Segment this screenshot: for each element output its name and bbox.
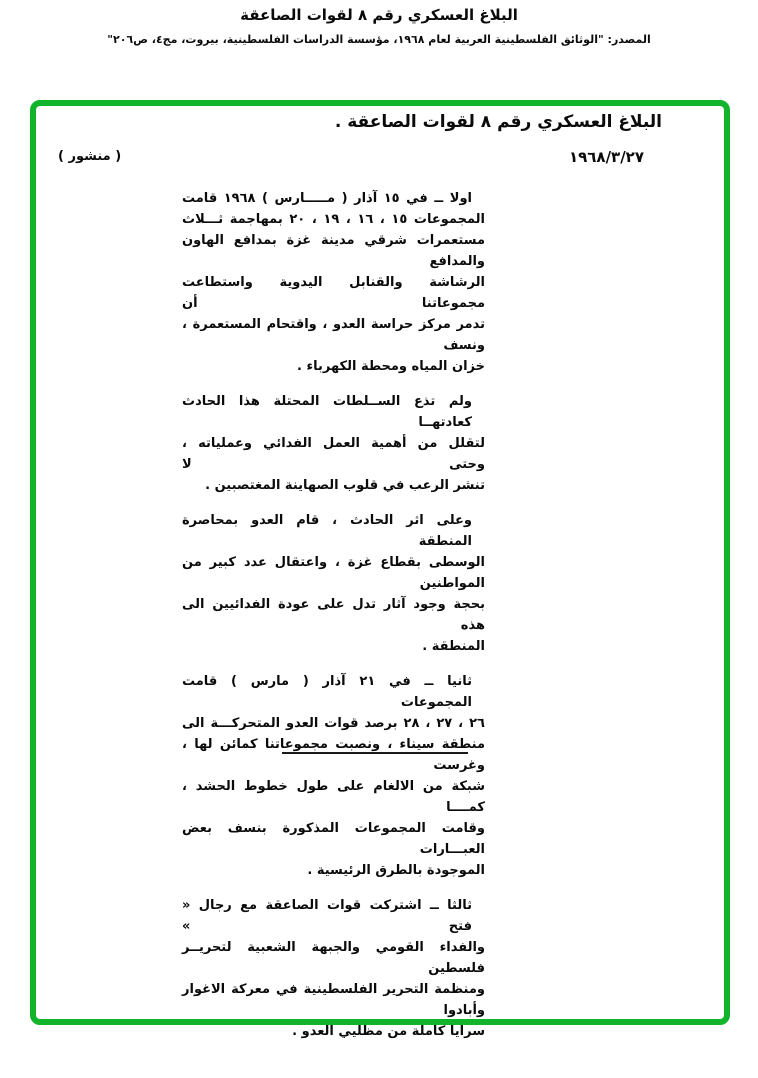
paragraph [182,391,485,496]
text-line: منطقة سيناء ، ونصبت مجموعاتنا كمائن لها ، وغرست [182,737,485,773]
text-line: وعلى اثر الحادث ، قام العدو بمحاصرة المنطقة [182,513,472,549]
text-line: تنشر الرعب في قلوب الصهاينة المغتصبين . [205,478,485,493]
text-line: اولا ــ في ١٥ آذار ( مـــــارس ) ١٩٦٨ قامت [182,191,472,206]
text-line: الوسطى بقطاع غزة ، واعتقال عدد كبير من المواطنين [182,555,485,591]
text-line: والفداء القومي والجبهة الشعبية لتحريــر فلسطين [182,940,485,976]
paragraph-first [182,188,485,377]
page-header [0,0,758,46]
text-line: تدمر مركز حراسة العدو ، واقتحام المستعمرة ، ونسف [182,317,485,353]
end-divider-rule [282,752,468,754]
document-title: البلاغ العسكري رقم ٨ لقوات الصاعقة . [334,112,662,132]
text-line: خزان المياه ومحطة الكهرباء . [297,359,485,374]
text-line: مستعمرات شرقي مدينة غزة بمدافع الهاون والمدافع [182,233,485,269]
text-line: الرشاشة والقنابل اليدوية واستطاعت مجموعاتنا أن [182,275,485,311]
text-line: لتقلل من أهمية العمل الفدائي وعملياته ، وحتى لا [182,436,485,472]
document-date: ١٩٦٨/٣/٢٧ [568,148,644,166]
text-line: وقامت المجموعات المذكورة بنسف بعض العبـــارات [182,821,485,857]
page-title: البلاغ العسكري رقم ٨ لقوات الصاعقة [240,6,518,24]
text-line: ومنظمة التحرير الفلسطينية في معركة الاغوار وأبادوا [182,982,485,1018]
text-line: ٢٦ ، ٢٧ ، ٢٨ برصد قوات العدو المتحركـــة الى [182,716,485,731]
paragraph-second [182,671,485,881]
paragraph-third [182,895,485,1042]
published-note: ( منشور ) [58,149,122,164]
text-line: بحجة وجود آثار تدل على عودة الفدائيين الى هذه [182,597,485,633]
text-line: ولم تذع الســلطات المحتلة هذا الحادث كعادتهــا [182,394,472,430]
text-line: ثانيا ــ في ٢١ آذار ( مارس ) قامت المجموعات [182,674,472,710]
text-line: ثالثا ــ اشتركت قوات الصاعقة مع رجال « فتح » [182,898,472,934]
document-body [182,188,485,1056]
text-line: المنطقة . [422,639,485,654]
text-line: سرايا كاملة من مظليي العدو . [292,1024,485,1039]
text-line: المجموعات ١٥ ، ١٦ ، ١٩ ، ٢٠ بمهاجمة ثـــلاث [182,212,486,227]
paragraph [182,510,485,657]
text-line: الموجودة بالطرق الرئيسية . [307,863,485,878]
source-citation: المصدر: "الوثائق الفلسطينية العربية لعام ١٩٦٨، مؤسسة الدراسات الفلسطينية، بيروت، مج٤، ص٢٠٦" [107,33,651,46]
text-line: شبكة من الالغام على طول خطوط الحشد ، كمــــا [182,779,485,815]
